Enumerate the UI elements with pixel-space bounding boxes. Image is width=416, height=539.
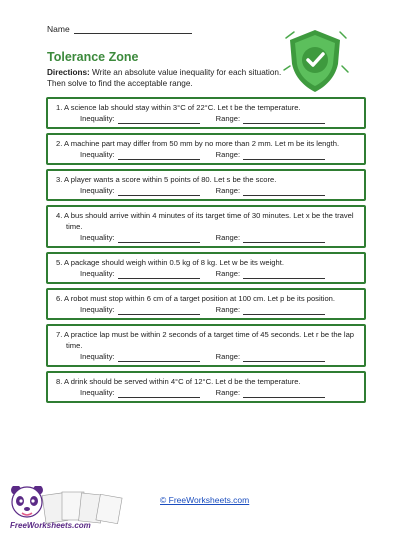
inequality-label: Inequality: <box>80 114 115 123</box>
problem-text: 8. A drink should be served within 4°C of 12°C. Let d be the temperature. <box>56 377 301 386</box>
range-blank[interactable] <box>243 234 325 243</box>
inequality-blank[interactable] <box>118 234 200 243</box>
name-blank[interactable] <box>74 25 192 34</box>
inequality-blank[interactable] <box>118 187 200 196</box>
problem-box-6 <box>46 288 366 320</box>
inequality-blank[interactable] <box>118 270 200 279</box>
problem-box-2 <box>46 133 366 165</box>
inequality-label: Inequality: <box>80 305 115 314</box>
inequality-label: Inequality: <box>80 388 115 397</box>
range-blank[interactable] <box>243 187 325 196</box>
worksheet-stack-icon <box>42 492 122 524</box>
inequality-label: Inequality: <box>80 269 115 278</box>
range-label: Range: <box>215 114 241 123</box>
range-blank[interactable] <box>243 353 325 362</box>
range-blank[interactable] <box>243 306 325 315</box>
directions <box>47 67 287 89</box>
name-label: Name <box>47 24 70 34</box>
problem-box-8 <box>46 371 366 403</box>
problem-box-7 <box>46 324 366 367</box>
inequality-blank[interactable] <box>118 306 200 315</box>
range-blank[interactable] <box>243 115 325 124</box>
problem-box-5 <box>46 252 366 284</box>
problem-text: 5. A package should weigh within 0.5 kg of 8 kg. Let w be its weight. <box>56 258 284 267</box>
inequality-label: Inequality: <box>80 186 115 195</box>
inequality-label: Inequality: <box>80 233 115 242</box>
answer-row <box>56 351 356 362</box>
inequality-label: Inequality: <box>80 150 115 159</box>
panda-mascot-icon <box>11 486 43 517</box>
range-label: Range: <box>215 150 241 159</box>
problem-text: 1. A science lab should stay within 3°C of 22°C. Let t be the temperature. <box>56 103 301 112</box>
problem-box-1 <box>46 97 366 129</box>
range-label: Range: <box>215 352 241 361</box>
range-blank[interactable] <box>243 270 325 279</box>
problem-text: 7. A practice lap must be within 2 seconds of a target time of 45 seconds. Let r be the lap time. <box>56 330 355 350</box>
answer-row <box>56 268 356 279</box>
answer-row <box>56 387 356 398</box>
inequality-blank[interactable] <box>118 353 200 362</box>
problem-list <box>46 97 366 407</box>
answer-row <box>56 149 356 160</box>
answer-row <box>56 113 356 124</box>
shield-check-icon <box>280 26 350 96</box>
problem-text: 2. A machine part may differ from 50 mm by no more than 2 mm. Let m be its length. <box>56 139 340 148</box>
inequality-blank[interactable] <box>118 389 200 398</box>
problem-text: 4. A bus should arrive within 4 minutes of its target time of 30 minutes. Let x be the travel time. <box>56 211 354 231</box>
directions-text: Write an absolute value inequality for each situation. Then solve to find the acceptable range. <box>47 68 282 88</box>
range-label: Range: <box>215 269 241 278</box>
problem-box-3 <box>46 169 366 201</box>
logo-text: FreeWorksheets.com <box>10 521 91 530</box>
worksheet-title: Tolerance Zone <box>47 50 139 64</box>
range-label: Range: <box>215 186 241 195</box>
inequality-label: Inequality: <box>80 352 115 361</box>
range-blank[interactable] <box>243 151 325 160</box>
directions-label: Directions: <box>47 68 90 77</box>
inequality-blank[interactable] <box>118 115 200 124</box>
name-field <box>47 24 192 34</box>
problem-text: 3. A player wants a score within 5 points of 80. Let s be the score. <box>56 175 277 184</box>
range-blank[interactable] <box>243 389 325 398</box>
answer-row <box>56 185 356 196</box>
answer-row <box>56 232 356 243</box>
problem-box-4 <box>46 205 366 248</box>
range-label: Range: <box>215 233 241 242</box>
footer-link[interactable]: © FreeWorksheets.com <box>160 495 250 505</box>
range-label: Range: <box>215 305 241 314</box>
range-label: Range: <box>215 388 241 397</box>
problem-text: 6. A robot must stop within 6 cm of a target position at 100 cm. Let p be its position. <box>56 294 336 303</box>
answer-row <box>56 304 356 315</box>
inequality-blank[interactable] <box>118 151 200 160</box>
